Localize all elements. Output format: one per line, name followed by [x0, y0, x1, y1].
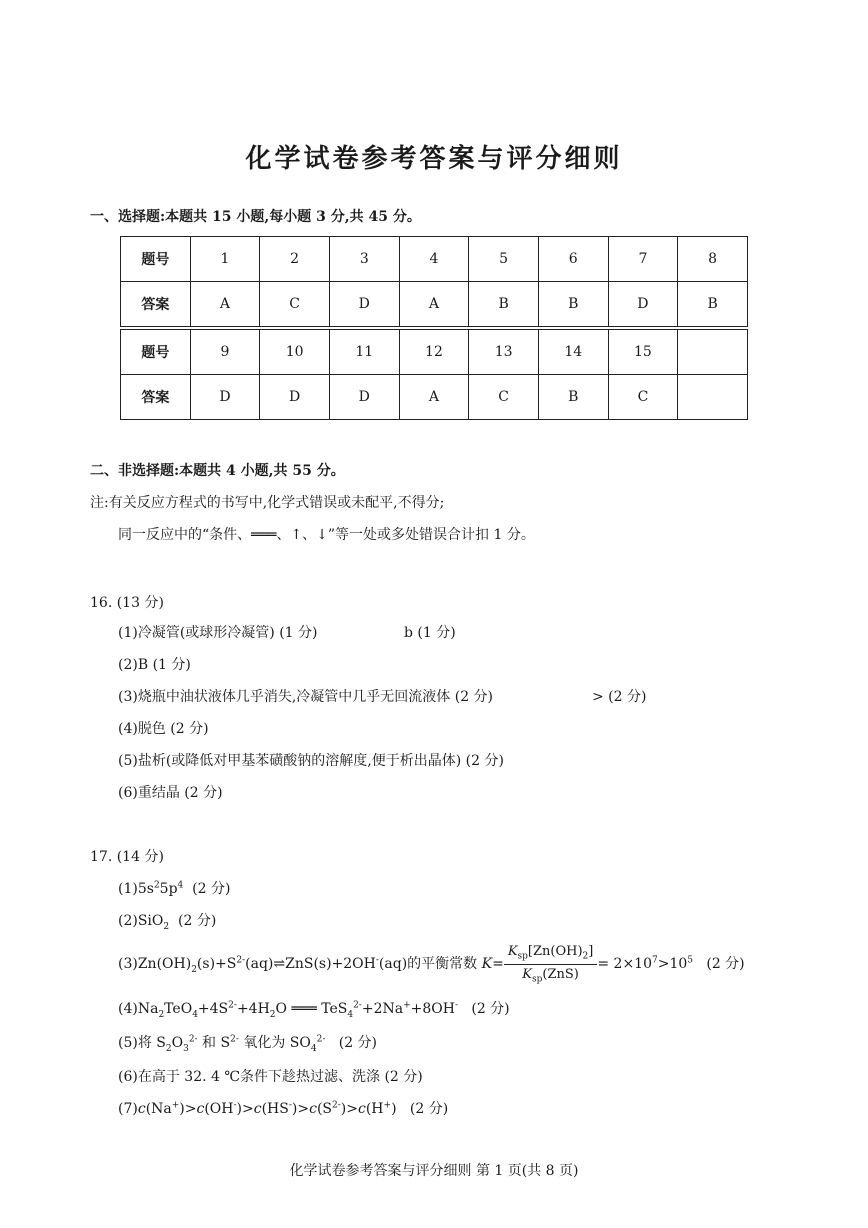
row-label: 答案: [121, 282, 191, 329]
answer-cell: D: [260, 375, 330, 420]
question-number: 11: [329, 328, 399, 375]
question-number: 2: [260, 237, 330, 282]
q17-heading: 17. (14 分): [90, 849, 164, 865]
q16-answer-3b: > (2 分): [592, 689, 647, 705]
note-line-2: 同一反应中的“条件、═══、↑、↓”等一处或多处错误合计扣 1 分。: [118, 527, 535, 543]
q17-answer-6: (6)在高于 32. 4 ℃条件下趁热过滤、洗涤 (2 分): [118, 1069, 423, 1085]
answer-cell: D: [608, 282, 678, 329]
answer-cell: D: [329, 375, 399, 420]
table-row: [121, 375, 748, 420]
q16-answer-6: (6)重结晶 (2 分): [118, 785, 223, 801]
q17-answer-7: $(7)c(Na^+)>c(OH^-)>c(HS^-)>c(S^{2-})>c(H^+)$ (2 分): [118, 1100, 449, 1117]
row-label: 题号: [121, 328, 191, 375]
q17-answer-5: (5)将 $S_2O_3^{2-}$ 和 $S^{2-}$ 氧化为 $SO_4^{2-}$ (2 分): [118, 1034, 378, 1054]
question-number: 9: [190, 328, 260, 375]
row-label: 答案: [121, 375, 191, 420]
answer-cell: C: [608, 375, 678, 420]
q16-answer-1: (1)冷凝管(或球形冷凝管) (1 分): [118, 625, 318, 641]
q16-heading: 16. (13 分): [90, 595, 164, 611]
question-number: 14: [538, 328, 608, 375]
answer-cell: D: [190, 375, 260, 420]
q16-answer-5: (5)盐析(或降低对甲基苯磺酸钠的溶解度,便于析出晶体) (2 分): [118, 753, 504, 769]
answer-cell: B: [469, 282, 539, 329]
answer-cell: C: [260, 282, 330, 329]
question-number: 7: [608, 237, 678, 282]
note-line-1: 注:有关反应方程式的书写中,化学式错误或未配平,不得分;: [90, 495, 445, 511]
page-title: 化学试卷参考答案与评分细则: [245, 144, 623, 174]
answer-cell: A: [190, 282, 260, 329]
page-footer: 化学试卷参考答案与评分细则 第 1 页(共 8 页): [289, 1163, 579, 1179]
answer-table: [120, 236, 748, 420]
question-number: 8: [678, 237, 748, 282]
answer-cell: A: [399, 375, 469, 420]
answer-cell: B: [538, 375, 608, 420]
q16-answer-1b: b (1 分): [404, 625, 456, 641]
q17-answer-4: $(4)Na_2TeO_4+4S^{2-}+4H_2O$ ═══ TeS$_4^{2-}$+2Na++8OH- (2 分): [118, 1000, 510, 1020]
question-number: 15: [608, 328, 678, 375]
table-row: [121, 328, 748, 375]
question-number: 10: [260, 328, 330, 375]
row-label: 题号: [121, 237, 191, 282]
question-number: 3: [329, 237, 399, 282]
question-number: 1: [190, 237, 260, 282]
answer-cell: C: [469, 375, 539, 420]
answer-cell: D: [329, 282, 399, 329]
table-row: [121, 282, 748, 329]
section-1-heading: 一、选择题:本题共 15 小题,每小题 3 分,共 45 分。: [90, 209, 421, 225]
answer-cell: A: [399, 282, 469, 329]
answer-cell: [678, 375, 748, 420]
q17-answer-1: $(1)5s^25p^4$ (2 分): [118, 880, 231, 897]
table-row: [121, 237, 748, 282]
question-number: 13: [469, 328, 539, 375]
answer-cell: B: [538, 282, 608, 329]
q16-answer-2: (2)B (1 分): [118, 657, 191, 673]
question-number: [678, 328, 748, 375]
section-2-heading: 二、非选择题:本题共 4 小题,共 55 分。: [90, 463, 345, 479]
q16-answer-3: (3)烧瓶中油状液体几乎消失,冷凝管中几乎无回流液体 (2 分): [118, 689, 494, 705]
equilibrium-fraction: $\frac{K_{sp}[Zn(OH)_2]}{K_{sp}(ZnS)}$: [504, 944, 598, 984]
q16-answer-4: (4)脱色 (2 分): [118, 721, 209, 737]
q17-answer-3: $(3)Zn(OH)_2(s)+S^{2-}(aq)\rightleftharpoons ZnS(s)+2OH^-(aq)$的平衡常数 K= $\frac{K_{sp}[Zn(OH)_2]}{K_{sp}(ZnS)}$ = $2\times 10^7>10^5$ (2 分): [118, 944, 745, 985]
question-number: 4: [399, 237, 469, 282]
question-number: 12: [399, 328, 469, 375]
question-number: 6: [538, 237, 608, 282]
answer-cell: B: [678, 282, 748, 329]
q17-answer-2: (2)SiO$_2$ (2 分): [118, 913, 217, 932]
question-number: 5: [469, 237, 539, 282]
